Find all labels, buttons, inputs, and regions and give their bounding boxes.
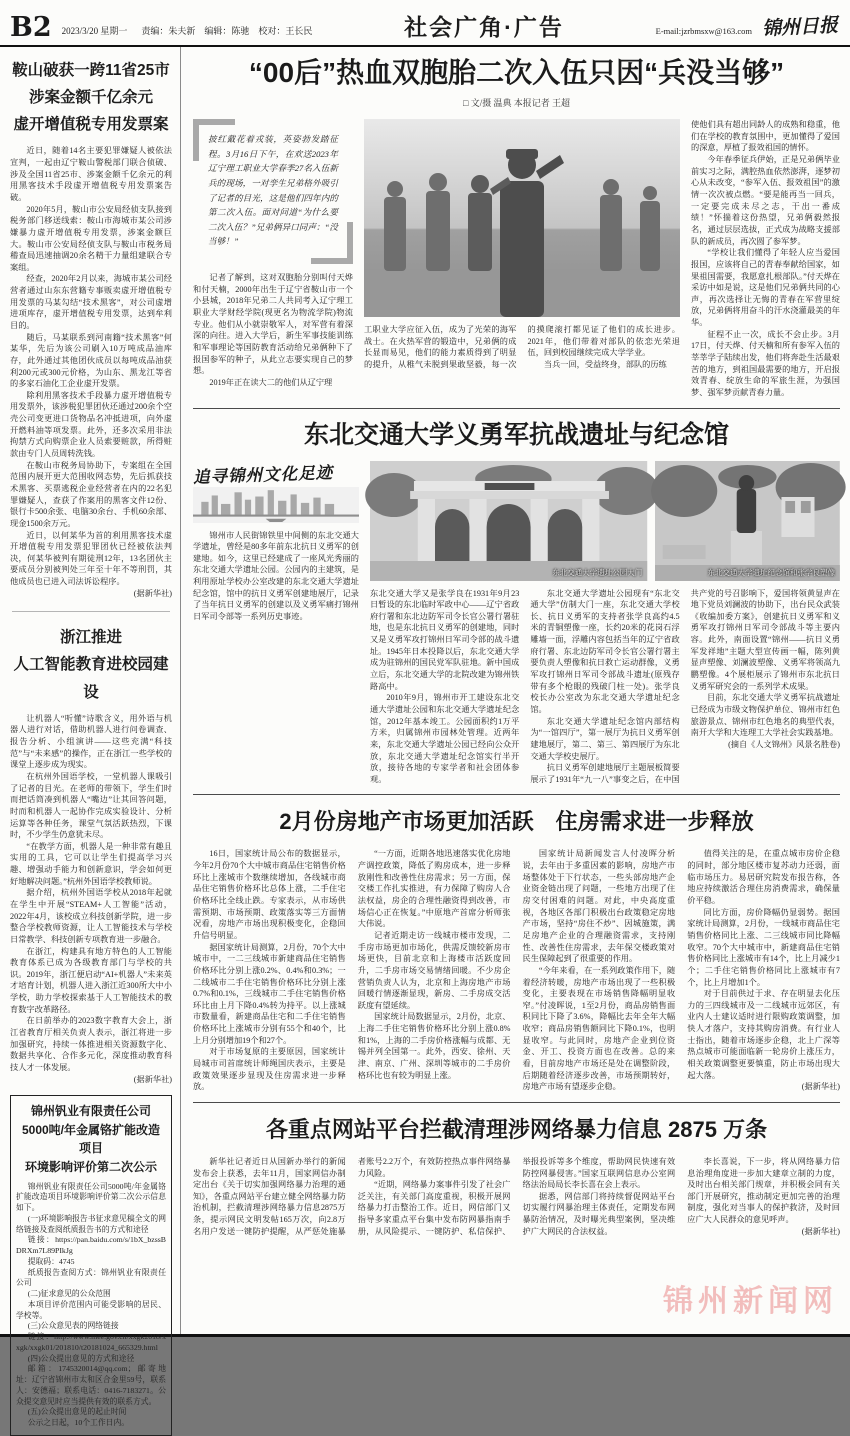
left-divider (12, 611, 170, 612)
left-article-2-body: 让机器人“听懂”诗歌含义，用外语与机器人进行对话，借助机器人进行问卷调查、报告分析、小组演讲——这些充满“科技范”与“未来感”的操作，正在浙江一些学校的课堂上逐步成为现实。 在杭州外国语学校，一堂机器人课吸引了记者的目光。在老师的带领下，学生们时而把话筒凑到机器人“嘴边”让其回答问题，时而和机器人一起协作完成实验设计、分析运算等各种任务，课堂气氛活跃热烈，下课时，不少学生仍意犹未尽。 “在教学方面，机器人是一种非常有趣且实用的工具，它可以让学生们提高学习兴趣、增强动手能力和创新意识，学会如何更好地解决问题。”杭州外国语学校教师说。 据介绍，杭州外国语学校从2018年起就在学生中开展“STEAM+人工智能”活动，2022年4月，该校成立科技创新学院，进一步整合学校教师资源，让人工智能技术与学校日常教学、科技创新专项教育进一步融合。 在浙江，构建具有地方特色的人工智能教育体系已成为各级教育部门与学校的共识。2019年，浙江便启动“AI+机器人”未来英才培育计划，机器人进入浙江近300所大中小学校，助力学校探索基于人工智能技术的教育数字改革路径。 在日前举办的2023数字教育大会上，浙江省教育厅相关负责人表示，浙江将进一步加强研究，持续一体推进相关资源数字化、数据共享化、合作多元化，深度推动教育科技人才一体发展。 (据新华社) (10, 713, 172, 1084)
left-article-2-title: 浙江推进 人工智能教育进校园建设 (13, 629, 169, 701)
article-a-headline: “00后”热血双胞胎二次入伍只因“兵没当够” (248, 57, 785, 88)
page-content (0, 47, 850, 1428)
left-column (0, 47, 181, 1428)
article-cyber-violence (193, 1113, 840, 1237)
article-a-byline: □ 文/摄 温典 本报记者 王超 (463, 98, 570, 109)
article-a-body-under-photo: 工职业大学应征入伍，成为了光荣的海军战士。在火热军营的锻造中，兄弟俩的成长显而易见，他们的能力素质得到了明显的提升，从稚气未脱到果敢坚毅，每一次的摸爬滚打都见证了他们的成长进步。2021年，他们带着对部队的依恋光荣退伍，回到校园继续完成大学学业。 当兵一回，受益终身，部队的历练 (364, 325, 680, 370)
paper-logo: 锦州日报 (761, 14, 839, 40)
article-d-headline: 各重点网站平台拦截清理涉网络暴力信息 2875 万条 (265, 1116, 768, 1142)
article-twins-enlist (193, 57, 840, 399)
gate-photo-caption: 东北交通大学遗址公园大门 (552, 567, 643, 577)
memorial-gate-photo (370, 461, 647, 581)
article-d-body: 新华社记者近日从国新办举行的新闻发布会上获悉，去年11月，国家网信办制定出台《关于切实加强网络暴力治理的通知》，各重点网站平台建立健全网络暴力防治机制，拦截清理涉网络暴力信息2875万条，提示网民文明发帖165万次，向2.8万名用户发送一键防护提醒，从严惩处施暴者账号2.2万个，有效防控热点事件网络暴力风险。 “近期，网络暴力案事件引发了社会广泛关注，有关部门高度重视，积极开展网络暴力打击整治工作。近日，网信部门又指导多家重点平台集中发布防网暴指南手册，从风险提示、一键防护、私信保护、举报投诉等多个维度，帮助网民快速有效防控网暴侵害。”国家互联网信息办公室网络法治局局长李长喜在会上表示。 据悉，网信部门将持续督促网站平台切实履行网暴治理主体责任，定期发布网暴防治情况，及时曝光典型案例，坚决维护广大网民的合法权益。 李长喜说，下一步，将从网络暴力信息治理角度进一步加大建章立制的力度，及时出台相关部门规章，并积极会同有关部门开展研究，推动制定更加完善的治理制度，强化对当事人的保护救济，及时回应广大人民群众的意见呼声。 (据新华社) (193, 1156, 840, 1236)
article-real-estate (193, 805, 840, 1092)
gate-photo-frame (370, 461, 647, 581)
article-divider (193, 794, 840, 795)
article-divider (193, 1102, 840, 1103)
culture-trail-logo (193, 461, 359, 523)
article-a-body-col3: 使他们具有超出同龄人的成熟和稳重，他们在学校的教育氛围中，更加懂得了爱国的深意，厚植了报效祖国的情怀。 今年春季征兵伊始，正是兄弟俩毕业前实习之际，满腔热血依然澎湃，逐梦初心从未改变，“参军入伍、报效祖国”的激情一次次被点燃。“要是能再当一回兵，一定要完成未尽之志，干出一番成绩！”怀揣着这份热望，兄弟俩毅然报名，通过层层选拔，正式成为战略支援部队的新成员，再次圆了参军梦。 “学校让我们懂得了年轻人应当爱国报国，应该将自己的青春奉献给国家，如果祖国需要，我愿意扎根部队。”付天烨在采访中如是说，这是他们兄弟俩共同的心声，再次选择让无悔的青春在军营里绽放，兄弟俩将用奋斗的汗水浇灌最美的年华。 征程不止一次，成长不会止步。3月17日，付天烨、付天楠和所有参军入伍的莘莘学子陆续出发，他们将奔赴生活最艰苦的地方，到祖国最需要的地方，开启报效青春、绽放生命的军旅生涯，为强国梦、强军梦贡献青春力量。 (691, 120, 840, 397)
staff-credits: 责编：朱夫新 编辑：陈驰 校对：王长民 (141, 26, 313, 36)
culture-trail-logo-text: 追寻锦州文化足迹 (192, 462, 334, 487)
article-c-body: 16日，国家统计局公布的数据显示，今年2月份70个大中城市商品住宅销售价格环比上涨城市个数继续增加，各线城市商品住宅销售价格环比总体上涨，二手住宅价格环比全线止跌。专家表示，从市场供需预期、市场预期、政策落实等三方面情况看，房地产市场出现积极变化，企稳回升信号明显。 据国家统计局测算，2月份，70个大中城市中，一二三线城市新建商品住宅销售价格环比分别上涨0.2%、0.4%和0.3%；一二线城市二手住宅销售价格环比分别上涨0.7%和0.1%，三线城市二手住宅销售价格环比由上月下降0.4%转为持平。以上涨城市数量看，新建商品住宅和二手住宅销售价格环比上涨城市分别有55个和40个，比上月分别增加19个和27个。 对于市场复原的主要原因，国家统计局城市司首席统计师绳国庆表示，主要是政策效果逐步显现及住房需求进一步释放。 “一方面，近期各地迅速落实优化房地产调控政策，降低了购房成本，进一步释放刚性和改善性住房需求；另一方面，保交楼工作扎实推进，有力保障了购房人合法权益，房企的合理性融资得到改善，市场信心正在恢复。”中原地产首席分析师张大伟说。 记者近期走访一线城市楼市发现，二手房市场更加市场化，供需反馈较新房市场更快，目前北京和上海楼市活跃度回升，二手房市场交易情绪回暖。不少房企营销负责人认为，北京和上海房地产市场回暖行情逐渐显现，新房、二手房成交活跃度有望延续。 国家统计局数据显示，2月份，北京、上海二手住宅销售价格环比分别上涨0.8%和1%，上海的二手房价格涨幅与成都、无锡并列全国第一。此外，西安、徐州、天津、南京、广州、深圳等城市的二手房价格环比也有较为明显上涨。 国家统计局新闻发言人付凌晖分析说，去年由于多重因素的影响，房地产市场整体处于下行状态，一些头部房地产企业资金链出现了问题，一些地方出现了住房交付困难的问题。对此，中央高度重视，各地区各部门积极出台政策稳定房地产市场，坚持“房住不炒”、因城施策，满足房地产企业的合理融资需求，支持刚性、改善性住房需求，去年保交楼政策对民生保障起到了很重要的作用。 “今年来看，在一系列政策作用下，随着经济转暖，房地产市场出现了一些积极变化，主要表现在市场销售降幅明显收窄。”付凌晖说，1至2月份，商品房销售面积同比下降了3.6%，降幅比去年全年大幅收窄；商品房销售额同比下降0.1%，也明显收窄。与此同时，房地产企业到位资金、开工、投资方面也在改善。总的来看，目前房地产市场还是处在调整阶段，后期随着经济逐步改善，市场预期转好，房地产市场有望逐步企稳。 值得关注的是，在重点城市房价企稳的同时，部分地区楼市复苏动力还弱，面临市场压力。易居研究院发布报告称，各地应持续激活合理住房消费需求，确保量价平稳。 同比方面，房价降幅仍显弱势。据国家统计局测算，2月份，一线城市商品住宅销售价格同比上涨、二三线城市同比降幅收窄。70个大中城市中，新建商品住宅销售价格同比上涨城市有14个，比上月减少1个；二手住宅销售价格同比上涨城市有7个，比上月增加1个。 对于目前供过于求、存在明显去化压力的三四线城市及一二线城市远郊区，有业内人士建议适时进行限购政策调整，加快人才落户，支持其购房消费。有行业人士指出，随着市场逐步企稳，北上广深等热点城市可能面临新一轮房价上涨压力，相关政策调整更要慎重，防止市场出现大起大落。 (据新华社) (193, 849, 840, 1092)
article-divider (193, 408, 840, 409)
left-article-1-title: 鞍山破获一跨11省25市 涉案金额千亿余元 虚开增值税专用发票案 (12, 62, 170, 134)
left-article-1-body: 近日，随着14名主要犯罪嫌疑人被依法宣判，一起由辽宁鞍山警税部门联合侦破、涉及全国11省25市、涉案金额千亿余元的利用黑客技术手段虚开增值税专用发票案告破。 2020年5月，鞍山市公安局经侦支队接到税务部门移送线索：鞍山市海城市某公司涉嫌暴力虚开增值税专用发票，涉案金额巨大。鞍山市公安局经侦支队与鞍山市税务局稽查局迅速抽调20余名精干力量组建联合专案组。 经查，2020年2月以来，海城市某公司经营者通过山东东营籍专事贩卖虚开增值税专用发票的马某勾结“技术黑客”，对公司虚增进项库存，虚开增值税专用发票，达到牟利目的。 随后，马某联系到河南籍“技术黑客”何某华，先后为该公司刷入10万吨成品油库存，此外通过其他团伙成员以每吨成品油获利200元或300元价格，为山东、黑龙江等省的多家石油化工企业虚开发票。 除利用黑客技术手段暴力虚开增值税专用发票外，该涉税犯罪团伙还通过200余个空壳公司变更进口货物品名冲抵进项，向外虚开燃料油等项发票。此外，还多次采用非法拘禁方式向购票企业人员索要赃款，所得赃款由专门人员周转洗钱。 在鞍山市税务局协助下，专案组在全国范围内展开更大范围收网态势，先后抓获技术黑客、买票逃税企业经营者在内的22名犯罪嫌疑人，查获了作案用的黑客文件12份、银行卡500余张、电脑30余台、手机60余部、现金1500余万元。 近日，以何某华为首的利用黑客技术虚开增值税专用发票犯罪团伙已经被依法判决，何某华被判有期徒刑12年，13名团伙主要成员分别被判处三年至十年不等刑罚，其他成员也已进入司法诉讼程序。 (据新华社) (10, 146, 172, 598)
left-article-ai-education (10, 624, 172, 1085)
statue-photo-caption: 东北交通大学遗址纪念馆和张学良塑像 (707, 567, 835, 577)
left-article-tax-fraud (10, 57, 172, 599)
issue-date: 2023/3/20 星期一 (61, 26, 128, 36)
contact-email: E-mail:jzrbmsxw@163.com (655, 26, 752, 36)
section-title: 社会广角·广告 (404, 14, 564, 40)
article-a-intro-quote: 披红戴花着戎装，英姿勃发踏征程。3月16日下午，在欢送2023年辽宁理工职业大学春季27名入伍新兵的现场，一对孪生兄弟格外吸引了记者的目光，这是他们四年内的第二次入伍。面对问道“为什么要二次入伍？”兄弟俩异口同声：“没当够！” (193, 119, 353, 264)
article-c-headline: 2月份房地产市场更加活跃 住房需求进一步释放 (279, 809, 754, 835)
article-a-body-col1: 记者了解到，这对双胞胎分别叫付天烨和付天楠，2000年出生于辽宁省鞍山市一个小县城，2018年兄弟二人共同考入辽宁理工职业大学财经学院(现更名为物流学院)物流专业。他们从小就崇敬军人，对军营有着深深的向往。进入大学后，新生军事技能训练和军事理论等国防教育活动给兄弟俩种下了报国参军的种子，从此立志要实现自己的梦想。 2019年正在读大二的他们从辽宁理 (193, 273, 353, 387)
article-b-headline: 东北交通大学义勇军抗战遗址与纪念馆 (303, 420, 729, 449)
notice-title: 锦州钒业有限责任公司 5000吨/年金属铬扩能改造项目 环境影响评价第二次公示 (21, 1104, 161, 1175)
soldiers-salute-photo (364, 119, 680, 317)
city-skyline-graphic (193, 487, 359, 523)
masthead (0, 0, 850, 47)
statue-photo-frame (655, 461, 840, 581)
page-number: B2 (10, 11, 52, 43)
site-watermark: 锦州新闻网 (663, 1285, 838, 1318)
notice-body: 锦州钒业有限责任公司5000吨/年金属铬扩能改造项目环境影响评价第二次公示信息如下。 (一)环境影响报告书征求意见稿全文的网络链接及查阅纸质报告书的方式和途径 链接：https://pan.baidu.com/s/1bX_bzssBDRXm7L89PIkJg 提取码：4745 纸质报告查阅方式：锦州钒业有限责任公司 (二)征求意见的公众范围 本项目评价范围内可能受影响的居民、学校等。 (三)公众意见表的网络链接 链接：http://www.mee.gov.cn/xxgk2018/xxgk/xxgk01/201810/t20181024_665329.html (四)公众提出意见的方式和途径 邮箱：1745320014@qq.com；邮寄地址：辽宁省锦州市太和区合金里59号，联系人：安德福；联系电话：0416-7183271。公众提交意见时应当提供有效的联系方式。 (五)公众提出意见的起止时间 公示之日起，10个工作日内。 (16, 1181, 166, 1428)
main-column (181, 47, 850, 1334)
article-memorial-site (193, 415, 840, 786)
article-b-body-cols: 东北交通大学又是张学良在1931年9月23日暂设的东北临时军政中心——辽宁省政府行署和东北边防军司令长官公署行署驻地，也是东北抗日义勇军的创建地，同时又是义勇军攻打锦州日军司令部的战斗遗址。1945年日本投降以后，东北交通大学成为驻锦州的国民党军队驻地。新中国成立后，东北交通大学的北院改建为锦州铁路高中。 2010年9月，锦州市开工建设东北交通大学遗址公园和东北交通大学遗址纪念馆，2012年基本竣工。公园面积约1万平方米，归属锦州市园林处管理。近两年来，东北交通大学遗址公园已经向公众开放，东北交通大学遗址纪念馆实行半开放，接待各地的专家学者和社会团体参观。 东北交通大学遗址公园现有“东北交通大学”仿制大门一座，东北交通大学校长、抗日义勇军的支持者张学良高约4.5米的青铜塑像一座，长约20米的花岗石浮雕墙一面，浮雕内容包括当年的辽宁省政府行署、东北边防军司令长官公署行署主要负责人塑像和抗日救亡运动群像，义勇军攻打锦州日军司令部战斗遗址(原残存带有多个枪眼的残破门柱一处)。张学良校长办公室改为东北交通大学遗址纪念馆。 东北交通大学遗址纪念馆内部结构为“一馆四厅”，第一展厅为抗日义勇军创建地展厅，第二、第三、第四展厅为东北交通大学校史展厅。 抗日义勇军创建地展厅主题展板简要展示了1931年“九一八”事变之后，在中国共产党的号召影响下，爱国将领黄显声在地下党员刘澜波的协助下，出台民众武装《收编加委方案》，创建抗日义勇军和义勇军攻打锦州日军司令部战斗等主要内容。此外，南面设置“锦州——抗日义勇军发祥地”主题大型宣传画一幅，陈列黄显声塑像、刘澜波塑像、义勇军将领高九鹏塑像。4个展柜展示了锦州市东北抗日义勇军研究会的一系列学术成果。 目前，东北交通大学义勇军抗战遗址已经成为市级文物保护单位、锦州市红色旅游景点、锦州市红色地名的典型代表，南开大学和大连理工大学社会实践基地。 (摘自《人文锦州》风景名胜卷) (370, 588, 840, 784)
article-b-body-col1: 锦州市人民街锦铁里中间侧的东北交通大学遗址，曾经是80多年前东北抗日义勇军的创建地。如今，这里已经建成了一座风光秀丽的东北交通大学遗址公园。公园内的主建筑，是利用原址学校办公室改建的东北交通大学遗址纪念馆，馆中的抗日义勇军创建地展厅，记录了当年抗日义勇军的创建以及义勇军痛打锦州日军司令部等一系列历史事迹。 (193, 530, 359, 622)
public-notice-box (10, 1095, 172, 1436)
statue-photo (655, 461, 840, 581)
